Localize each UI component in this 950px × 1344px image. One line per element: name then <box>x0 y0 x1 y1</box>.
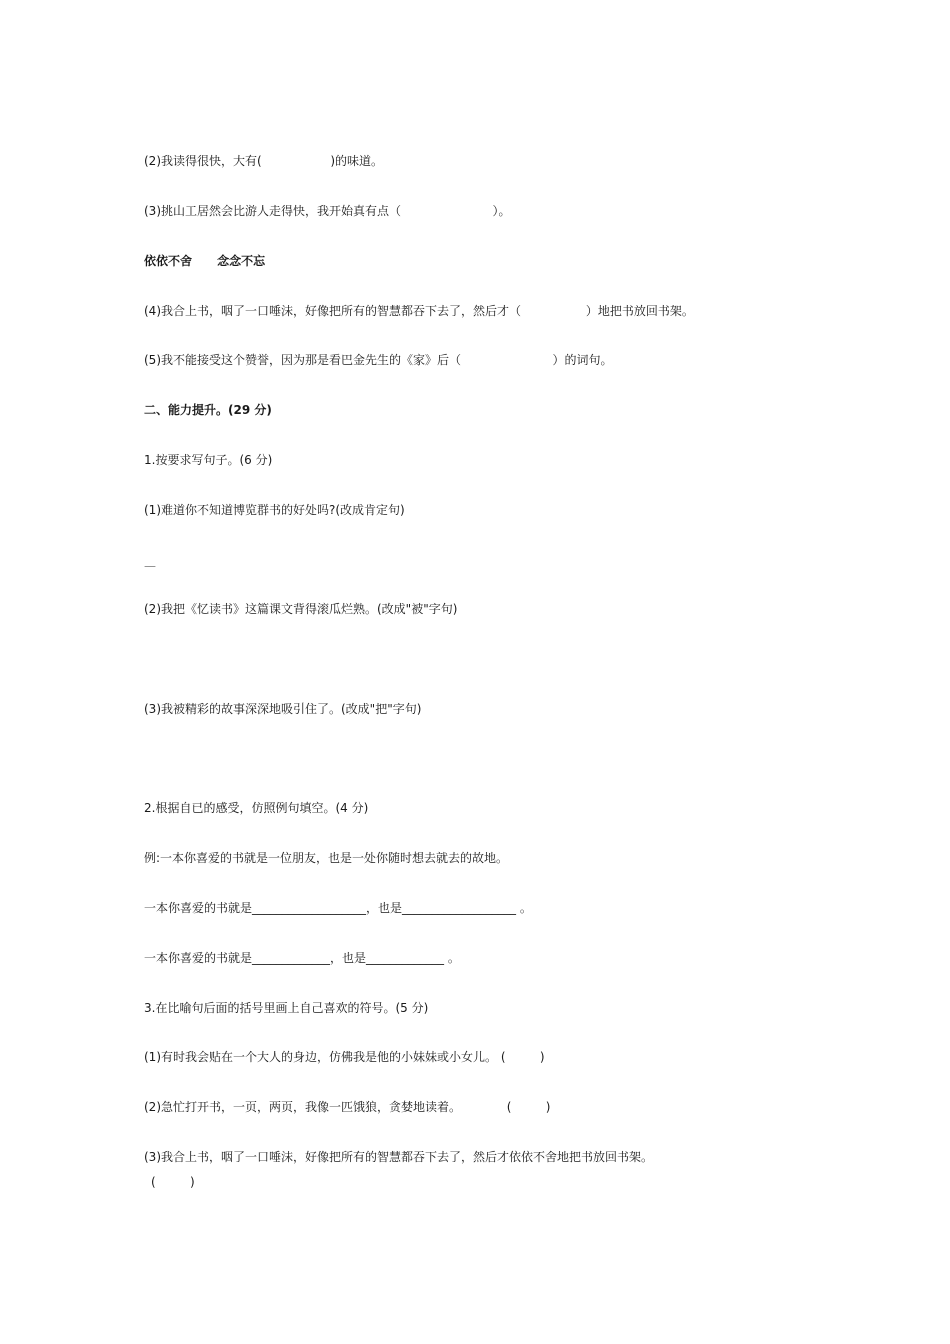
vocab-question-2: (2)我读得很快，大有( )的味道。 <box>144 154 384 168</box>
task3-sentence-3-paren: ( ) <box>151 1175 195 1189</box>
task3-title: 3.在比喻句后面的括号里画上自己喜欢的符号。(5 分) <box>144 1001 429 1015</box>
task1-title: 1.按要求写句子。(6 分) <box>144 453 273 467</box>
task1-sentence-1: (1)难道你不知道博览群书的好处吗?(改成肯定句) <box>144 503 405 517</box>
section-heading: 二、能力提升。(29 分) <box>144 403 272 417</box>
vocab-question-3: (3)挑山工居然会比游人走得快，我开始真有点（ ）。 <box>144 204 511 218</box>
task2-fill-2: 一本你喜爱的书就是_____________，也是_____________ 。 <box>144 951 460 965</box>
task2-fill-1: 一本你喜爱的书就是___________________，也是___________________ 。 <box>144 901 532 915</box>
task2-example: 例:一本你喜爱的书就是一位朋友，也是一处你随时想去就去的故地。 <box>144 851 509 865</box>
task1-sentence-2: (2)我把《忆读书》这篇课文背得滚瓜烂熟。(改成"被"字句) <box>144 602 458 616</box>
task2-title: 2.根据自已的感受，仿照例句填空。(4 分) <box>144 801 369 815</box>
word-options: 依依不舍 念念不忘 <box>144 254 266 268</box>
vocab-question-4: (4)我合上书，咽了一口唾沫，好像把所有的智慧都吞下去了，然后才（ ）地把书放回书架。 <box>144 304 694 318</box>
vocab-question-5: (5)我不能接受这个赞誉，因为那是看巴金先生的《家》后（ ）的词句。 <box>144 353 613 367</box>
task3-sentence-1: (1)有时我会贴在一个大人的身边，仿佛我是他的小妹妹或小女儿。 ( ) <box>144 1050 545 1064</box>
answer-line: — <box>144 559 156 573</box>
task1-sentence-3: (3)我被精彩的故事深深地吸引住了。(改成"把"字句) <box>144 702 422 716</box>
task3-sentence-3: (3)我合上书，咽了一口唾沫，好像把所有的智慧都吞下去了，然后才依依不舍地把书放回书架。 <box>144 1150 654 1164</box>
task3-sentence-2: (2)急忙打开书，一页，两页，我像一匹饿狼，贪婪地读着。 ( ) <box>144 1100 551 1114</box>
